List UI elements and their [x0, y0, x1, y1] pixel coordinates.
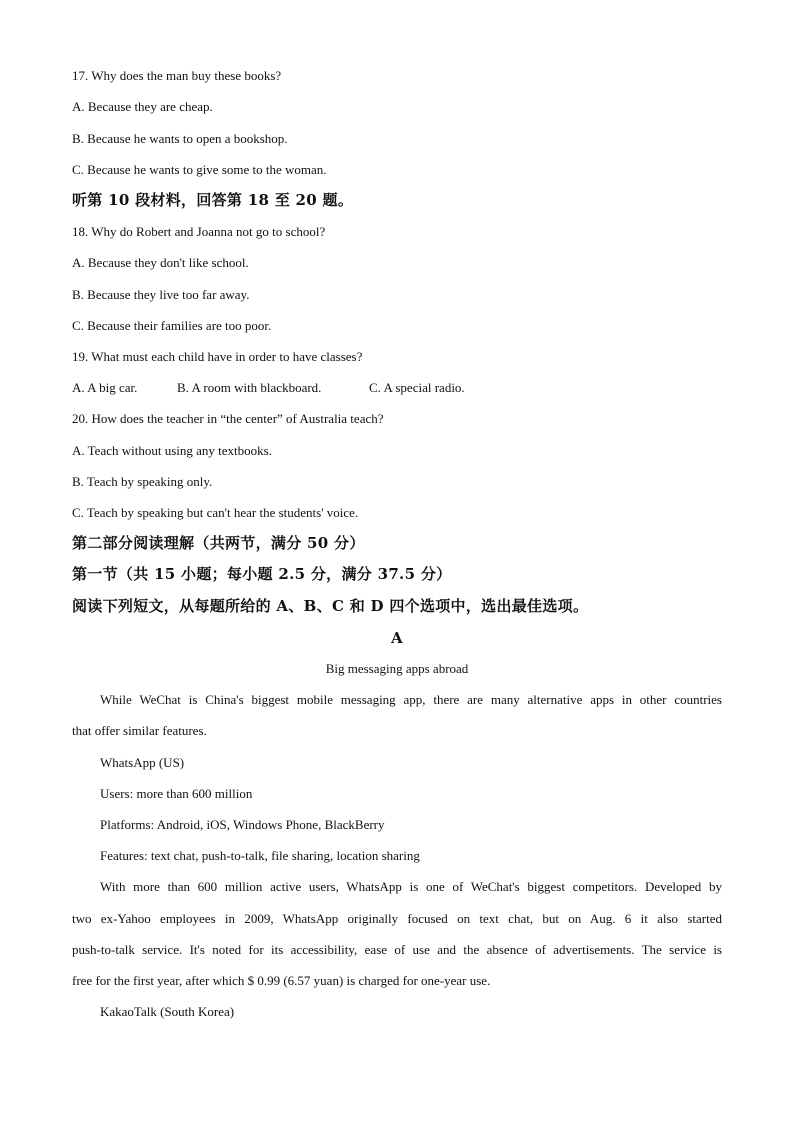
q17-option-a: A. Because they are cheap.: [72, 99, 213, 114]
question-19: 19. What must each child have in order to have classes?: [72, 349, 363, 364]
q17-option-b: B. Because he wants to open a bookshop.: [72, 131, 288, 146]
question-18: 18. Why do Robert and Joanna not go to school?: [72, 224, 326, 239]
q20-option-c: C. Teach by speaking but can't hear the students' voice.: [72, 505, 359, 520]
q20-option-a: A. Teach without using any textbooks.: [72, 443, 272, 458]
reading-instruction: 阅读下列短文，从每题所给的 A、B、C 和 D 四个选项中，选出最佳选项。: [72, 597, 589, 615]
kakaotalk-name: KakaoTalk (South Korea): [100, 1004, 235, 1019]
body-line-3: push-to-talk service. It's noted for its accessibility, ease of use and the absence of advertisements. The service is: [72, 942, 722, 957]
whatsapp-platforms: Platforms: Android, iOS, Windows Phone, BlackBerry: [100, 817, 385, 832]
q19-option-b: B. A room with blackboard.: [177, 380, 322, 395]
body-line-1: With more than 600 million active users, WhatsApp is one of WeChat's biggest competitors. Developed by: [100, 879, 722, 894]
question-17: 17. Why does the man buy these books?: [72, 68, 282, 83]
part-2-heading: 第二部分阅读理解（共两节，满分 50 分）: [72, 534, 365, 552]
section-10-heading: 听第 10 段材料，回答第 18 至 20 题。: [72, 191, 354, 209]
passage-title: Big messaging apps abroad: [325, 661, 469, 676]
question-20: 20. How does the teacher in “the center” of Australia teach?: [72, 411, 384, 426]
q17-option-c: C. Because he wants to give some to the woman.: [72, 162, 327, 177]
q20-option-b: B. Teach by speaking only.: [72, 474, 213, 489]
q19-option-c: C. A special radio.: [369, 380, 465, 395]
intro-line-1: While WeChat is China's biggest mobile messaging app, there are many alternative apps in other countries: [100, 692, 722, 707]
q18-option-c: C. Because their families are too poor.: [72, 318, 272, 333]
intro-line-2: that offer similar features.: [72, 723, 207, 738]
whatsapp-users: Users: more than 600 million: [100, 786, 253, 801]
whatsapp-features: Features: text chat, push-to-talk, file sharing, location sharing: [100, 848, 420, 863]
q18-option-b: B. Because they live too far away.: [72, 287, 250, 302]
q18-option-a: A. Because they don't like school.: [72, 255, 249, 270]
q19-option-a: A. A big car.: [72, 380, 138, 395]
body-line-2: two ex-Yahoo employees in 2009, WhatsApp originally focused on text chat, but on Aug. 6 it also started: [72, 911, 722, 926]
passage-letter: A: [391, 629, 403, 647]
body-line-4: free for the first year, after which $ 0.99 (6.57 yuan) is charged for one-year use.: [72, 973, 491, 988]
whatsapp-name: WhatsApp (US): [100, 755, 185, 770]
section-1-heading: 第一节（共 15 小题；每小题 2.5 分，满分 37.5 分）: [72, 565, 452, 583]
